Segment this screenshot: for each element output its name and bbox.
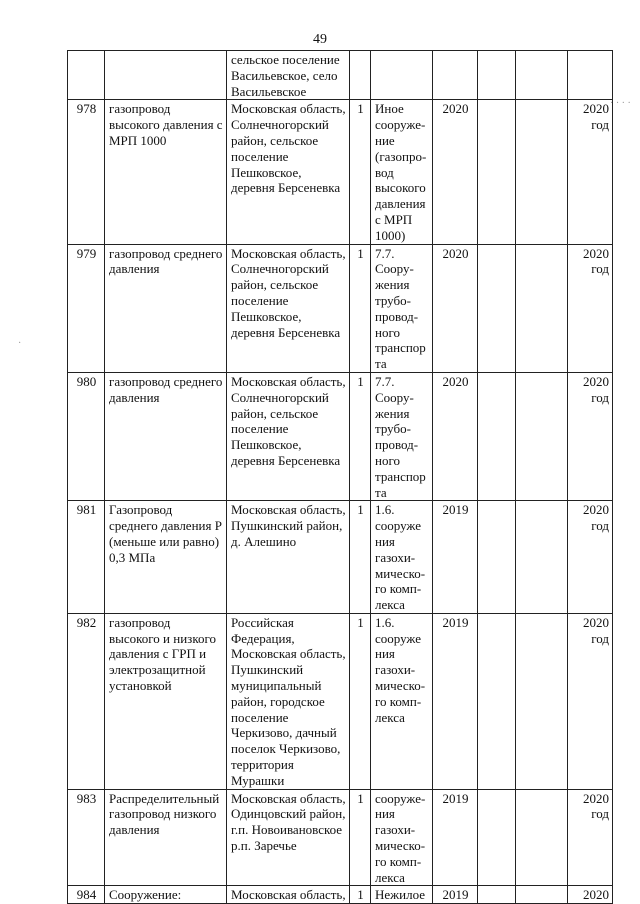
object-name: газопровод высокого и низкого давления с ГРП и электрозащитной установкой	[105, 613, 227, 789]
object-quantity: 1	[350, 501, 371, 614]
empty-cell	[478, 886, 516, 904]
object-address: Российская Федерация, Московская область, Пушкинский муниципальный район, городское поселение Черкизово, дачный поселок Черкизово, территория Мурашки	[227, 613, 350, 789]
deadline-year: 2020 год	[568, 789, 613, 886]
scan-speck: · · · ·	[610, 98, 631, 109]
object-name: Распределительный газопровод низкого давления	[105, 789, 227, 886]
object-name: газопровод высокого давления с МРП 1000	[105, 100, 227, 244]
empty-cell	[516, 372, 568, 500]
object-quantity: 1	[350, 886, 371, 904]
object-type: сооруже- ния газохи- мическо- го комп- лекса	[371, 789, 433, 886]
empty-cell	[478, 501, 516, 614]
empty-cell	[516, 886, 568, 904]
object-year: 2020	[433, 100, 478, 244]
table-row	[68, 613, 613, 789]
object-address: сельское поселение Васильевское, село Васильевское	[227, 51, 350, 100]
deadline-year: 2020 год	[568, 501, 613, 614]
object-name: газопровод среднего давления	[105, 372, 227, 500]
object-type: 1.6. сооруже ния газохи- мическо- го комп- лекса	[371, 501, 433, 614]
deadline-year: 2020 год	[568, 372, 613, 500]
empty-cell	[478, 100, 516, 244]
object-type	[371, 51, 433, 100]
object-address: Московская область,	[227, 886, 350, 904]
object-address: Московская область, Солнечногорский район, сельское поселение Пешковское, деревня Берсеневка	[227, 100, 350, 244]
object-address: Московская область, Одинцовский район, г.п. Новоивановское р.п. Заречье	[227, 789, 350, 886]
empty-cell	[478, 613, 516, 789]
object-name: газопровод среднего давления	[105, 244, 227, 372]
row-number: 983	[68, 789, 105, 886]
object-address: Московская область, Пушкинский район, д. Алешино	[227, 501, 350, 614]
empty-cell	[516, 51, 568, 100]
empty-cell	[516, 501, 568, 614]
object-year: 2020	[433, 244, 478, 372]
object-year: 2019	[433, 789, 478, 886]
empty-cell	[516, 244, 568, 372]
deadline-year: 2020 год	[568, 100, 613, 244]
row-number: 982	[68, 613, 105, 789]
registry-table	[67, 50, 613, 904]
object-quantity: 1	[350, 244, 371, 372]
object-type: 7.7. Соору- жения трубо- провод- ного транспор та	[371, 372, 433, 500]
object-quantity	[350, 51, 371, 100]
empty-cell	[478, 51, 516, 100]
object-year: 2019	[433, 886, 478, 904]
row-number: 978	[68, 100, 105, 244]
object-address: Московская область, Солнечногорский район, сельское поселение Пешковское, деревня Берсеневка	[227, 372, 350, 500]
object-address: Московская область, Солнечногорский район, сельское поселение Пешковское, деревня Берсеневка	[227, 244, 350, 372]
object-type: 1.6. сооруже ния газохи- мическо- го комп- лекса	[371, 613, 433, 789]
empty-cell	[478, 244, 516, 372]
table-row	[68, 372, 613, 500]
object-quantity: 1	[350, 372, 371, 500]
object-name: Сооружение:	[105, 886, 227, 904]
deadline-year: 2020 год	[568, 613, 613, 789]
empty-cell	[478, 789, 516, 886]
object-year	[433, 51, 478, 100]
object-name: Газопровод среднего давления Р (меньше или равно) 0,3 МПа	[105, 501, 227, 614]
object-type: 7.7. Соору- жения трубо- провод- ного транспор та	[371, 244, 433, 372]
empty-cell	[516, 613, 568, 789]
object-quantity: 1	[350, 789, 371, 886]
object-year: 2020	[433, 372, 478, 500]
scan-speck: ·	[18, 338, 22, 349]
deadline-year: 2020 год	[568, 244, 613, 372]
row-number: 981	[68, 501, 105, 614]
deadline-year: 2020	[568, 886, 613, 904]
table-row	[68, 886, 613, 904]
row-number: 979	[68, 244, 105, 372]
table-row	[68, 244, 613, 372]
empty-cell	[478, 372, 516, 500]
empty-cell	[516, 789, 568, 886]
table-row	[68, 501, 613, 614]
object-quantity: 1	[350, 613, 371, 789]
object-year: 2019	[433, 613, 478, 789]
object-type: Иное сооруже- ние (газопро- вод высокого давления с МРП 1000)	[371, 100, 433, 244]
row-number	[68, 51, 105, 100]
row-number: 984	[68, 886, 105, 904]
table-row	[68, 100, 613, 244]
empty-cell	[516, 100, 568, 244]
page-number: 49	[313, 32, 327, 47]
object-name	[105, 51, 227, 100]
object-quantity: 1	[350, 100, 371, 244]
row-number: 980	[68, 372, 105, 500]
object-type: Нежилое	[371, 886, 433, 904]
deadline-year	[568, 51, 613, 100]
object-year: 2019	[433, 501, 478, 614]
table-row	[68, 51, 613, 100]
table-row	[68, 789, 613, 886]
